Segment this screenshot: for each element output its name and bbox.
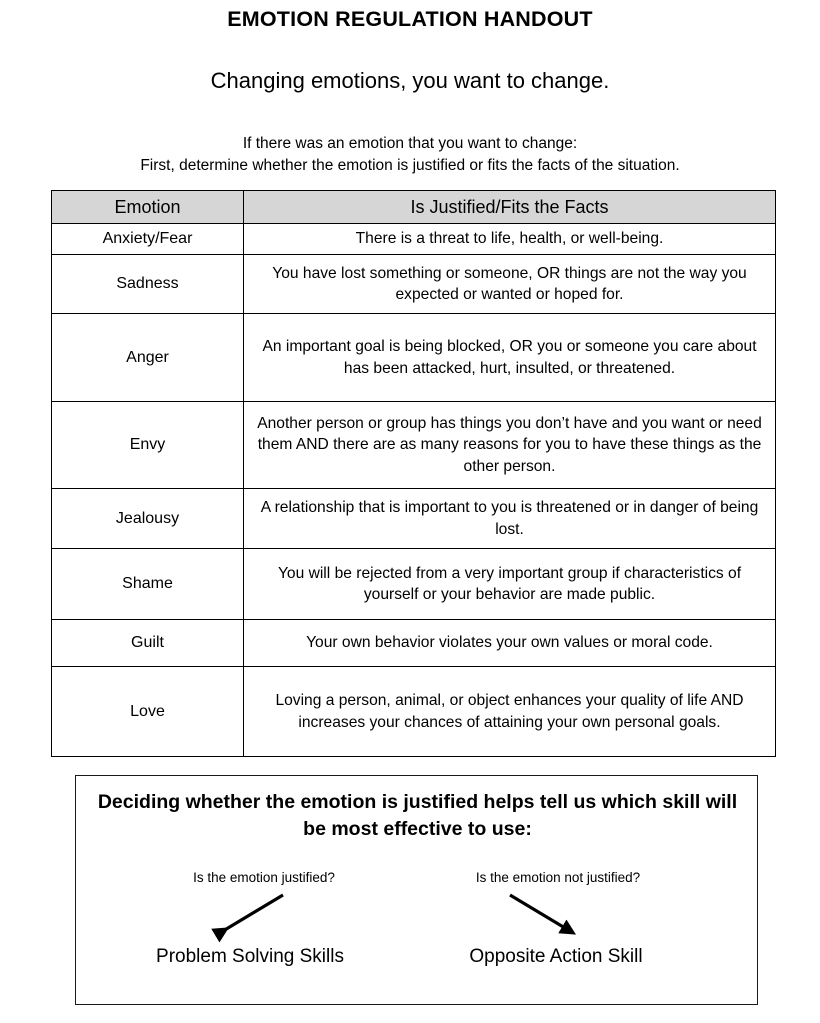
cell-fact: Loving a person, animal, or object enhances your quality of life AND increases your chances of attaining your own personal goals. [244,667,776,757]
cell-emotion: Envy [52,402,244,489]
branch-question-not-justified: Is the emotion not justified? [475,870,641,885]
column-header-fact: Is Justified/Fits the Facts [244,191,776,224]
cell-fact: Your own behavior violates your own values or moral code. [244,620,776,667]
table-header-row [52,191,776,224]
cell-emotion: Guilt [52,620,244,667]
cell-fact: A relationship that is important to you is threatened or in danger of being lost. [244,489,776,549]
decision-guidance-box [75,775,758,1005]
cell-emotion: Shame [52,549,244,620]
intro-line-2: First, determine whether the emotion is justified or fits the facts of the situation. [140,157,680,174]
table-body [52,224,776,757]
cell-fact: You have lost something or someone, OR things are not the way you expected or wanted or hoped for. [244,255,776,314]
intro-text [0,133,820,177]
branch-skill-problem-solving: Problem Solving Skills [156,946,344,967]
cell-emotion: Sadness [52,255,244,314]
decision-box-heading [90,789,745,843]
table-row [52,255,776,314]
decision-heading-line-1: Deciding whether the emotion is justified helps tell us which [97,791,657,813]
table-row [52,402,776,489]
cell-fact: An important goal is being blocked, OR you or someone you care about has been attacked, hurt, insulted, or threatened. [244,314,776,402]
decision-heading-line-2: skill will be most effective to use: [303,791,738,840]
intro-line-1: If there was an emotion that you want to change: [242,135,578,152]
cell-fact: Another person or group has things you don’t have and you want or need them AND there are as many reasons for you to have these things as the other person. [244,402,776,489]
column-header-emotion: Emotion [52,191,244,224]
table-row [52,489,776,549]
branch-question-justified: Is the emotion justified? [193,870,335,885]
table-row [52,224,776,255]
page-subtitle: Changing emotions, you want to change. [210,68,610,93]
table-row [52,314,776,402]
branch-skill-opposite-action: Opposite Action Skill [469,946,643,967]
cell-emotion: Love [52,667,244,757]
table-row [52,549,776,620]
cell-emotion: Anxiety/Fear [52,224,244,255]
table-row [52,620,776,667]
cell-fact: You will be rejected from a very important group if characteristics of yourself or your behavior are made public. [244,549,776,620]
cell-emotion: Jealousy [52,489,244,549]
arrow-to-opposite-action-skill [510,895,570,931]
arrow-to-problem-solving-skills [223,895,283,931]
emotion-justification-table [51,190,776,757]
cell-fact: There is a threat to life, health, or well-being. [244,224,776,255]
page-title: EMOTION REGULATION HANDOUT [227,7,593,31]
cell-emotion: Anger [52,314,244,402]
table-row [52,667,776,757]
